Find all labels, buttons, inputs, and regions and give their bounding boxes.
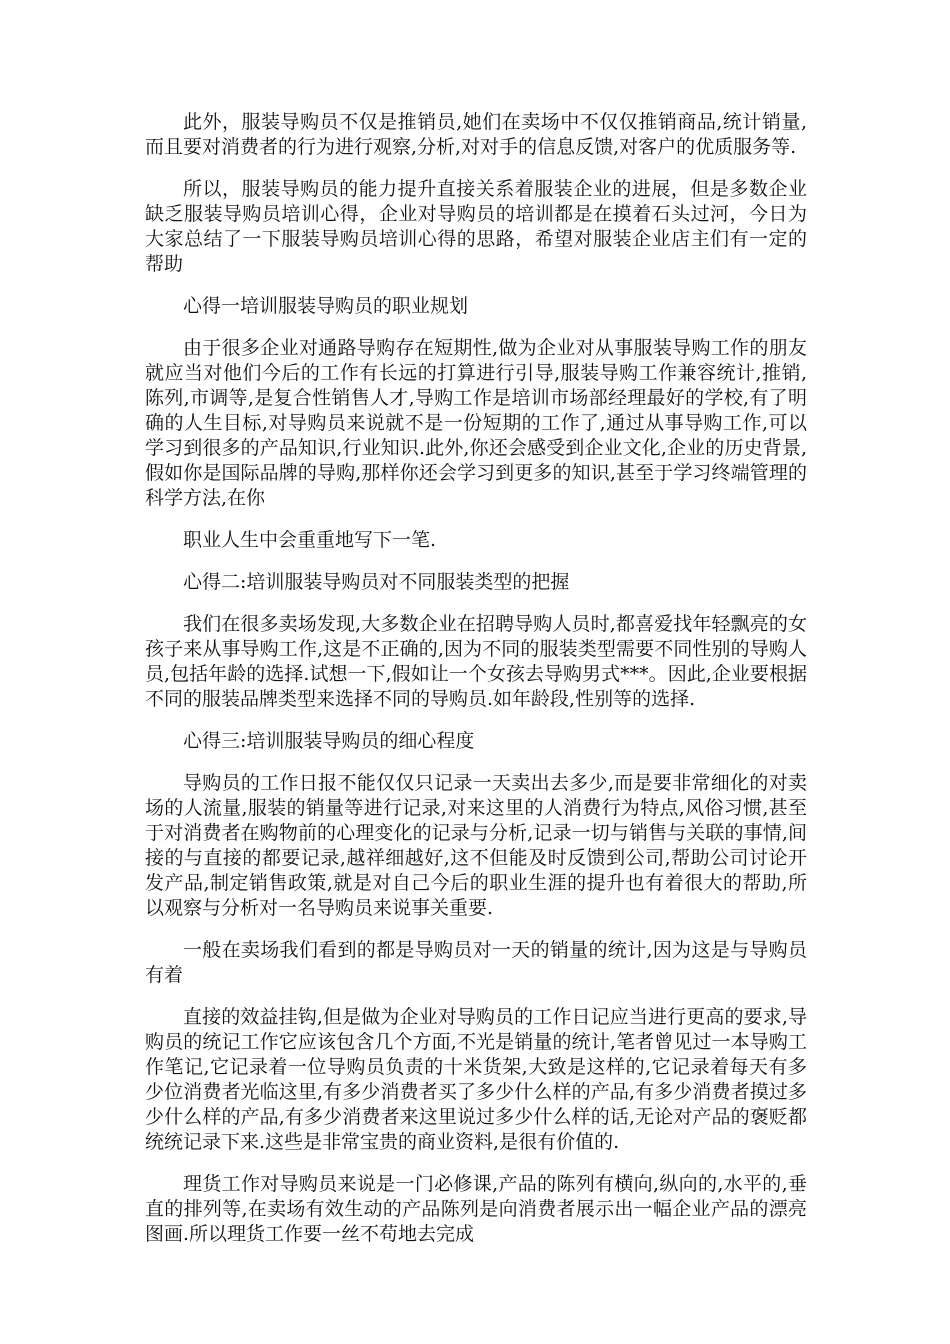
paragraph-work-notes: 直接的效益挂钩,但是做为企业对导购员的工作日记应当进行更高的要求,导购员的统记工作它应该包含几个方面,不光是销量的统计,笔者曾见过一本导购工作笔记,它记录着一位导购员负责的十米货架,大致是这样的,它记录着每天有多少位消费者光临这里,有多少消费者买了多少什么样的产品,有多少消费者摸过多少什么样的产品,有多少消费者来这里说过多少什么样的话,无论对产品的褒贬都统统记录下来.这些是非常宝贵的商业资料,是很有价值的. (145, 1006, 807, 1153)
paragraph-career-planning: 由于很多企业对通路导购存在短期性,做为企业对从事服装导购工作的朋友就应当对他们今后的工作有长远的打算进行引导,服装导购工作兼容统计,推销,陈列,市调等,是复合性销售人才,导购工作是培训市场部经理最好的学校,有了明确的人生目标,对导购员来说就不是一份短期的工作了,通过从事导购工作,可以学习到很多的产品知识,行业知识.此外,你还会感受到企业文化,企业的历史背景,假如你是国际品牌的导购,那样你还会学习到更多的知识,甚至于学习终端管理的科学方法,在你 (145, 337, 807, 509)
document-body (145, 110, 807, 1264)
paragraph-sales-statistics: 一般在卖场我们看到的都是导购员对一天的销量的统计,因为这是与导购员有着 (145, 939, 807, 986)
heading-tip-two: 心得二:培训服装导购员对不同服装类型的把握 (183, 571, 570, 593)
paragraph-merchandising: 理货工作对导购员来说是一门必修课,产品的陈列有横向,纵向的,水平的,垂直的排列等,在卖场有效生动的产品陈列是向消费者展示出一幅企业产品的漂亮图画.所以理货工作要一丝不苟地去完成 (145, 1173, 807, 1245)
paragraph-overview: 所以，服装导购员的能力提升直接关系着服装企业的进展，但是多数企业缺乏服装导购员培训心得，企业对导购员的培训都是在摸着石头过河，今日为大家总结了一下服装导购员培训心得的思路，希望对服装企业店主们有一定的帮助 (145, 178, 807, 275)
heading-tip-three: 心得三:培训服装导购员的细心程度 (183, 730, 475, 752)
paragraph-career-planning-cont: 职业人生中会重重地写下一笔. (183, 529, 437, 551)
paragraph-clothing-types: 我们在很多卖场发现,大多数企业在招聘导购人员时,都喜爱找年轻飘亮的女孩子来从事导购工作,这是不正确的,因为不同的服装类型需要不同性别的导购人员,包括年龄的选择.试想一下,假如让一个女孩去导购男式***。因此,企业要根据不同的服装品牌类型来选择不同的导购员.如年龄段,性别等的选择. (145, 613, 807, 710)
paragraph-attention-detail: 导购员的工作日报不能仅仅只记录一天卖出去多少,而是要非常细化的对卖场的人流量,服装的销量等进行记录,对来这里的人消费行为特点,风俗习惯,甚至于对消费者在购物前的心理变化的记录与分析,记录一切与销售与关联的事情,间接的与直接的都要记录,越祥细越好,这不但能及时反馈到公司,帮助公司讨论开发产品,制定销售政策,就是对自己今后的职业生涯的提升也有着很大的帮助,所以观察与分析对一名导购员来说事关重要. (145, 772, 807, 919)
heading-tip-one: 心得一培训服装导购员的职业规划 (183, 295, 469, 317)
paragraph-intro: 此外，服装导购员不仅是推销员,她们在卖场中不仅仅推销商品,统计销量,而且要对消费者的行为进行观察,分析,对对手的信息反馈,对客户的优质服务等. (145, 111, 807, 158)
